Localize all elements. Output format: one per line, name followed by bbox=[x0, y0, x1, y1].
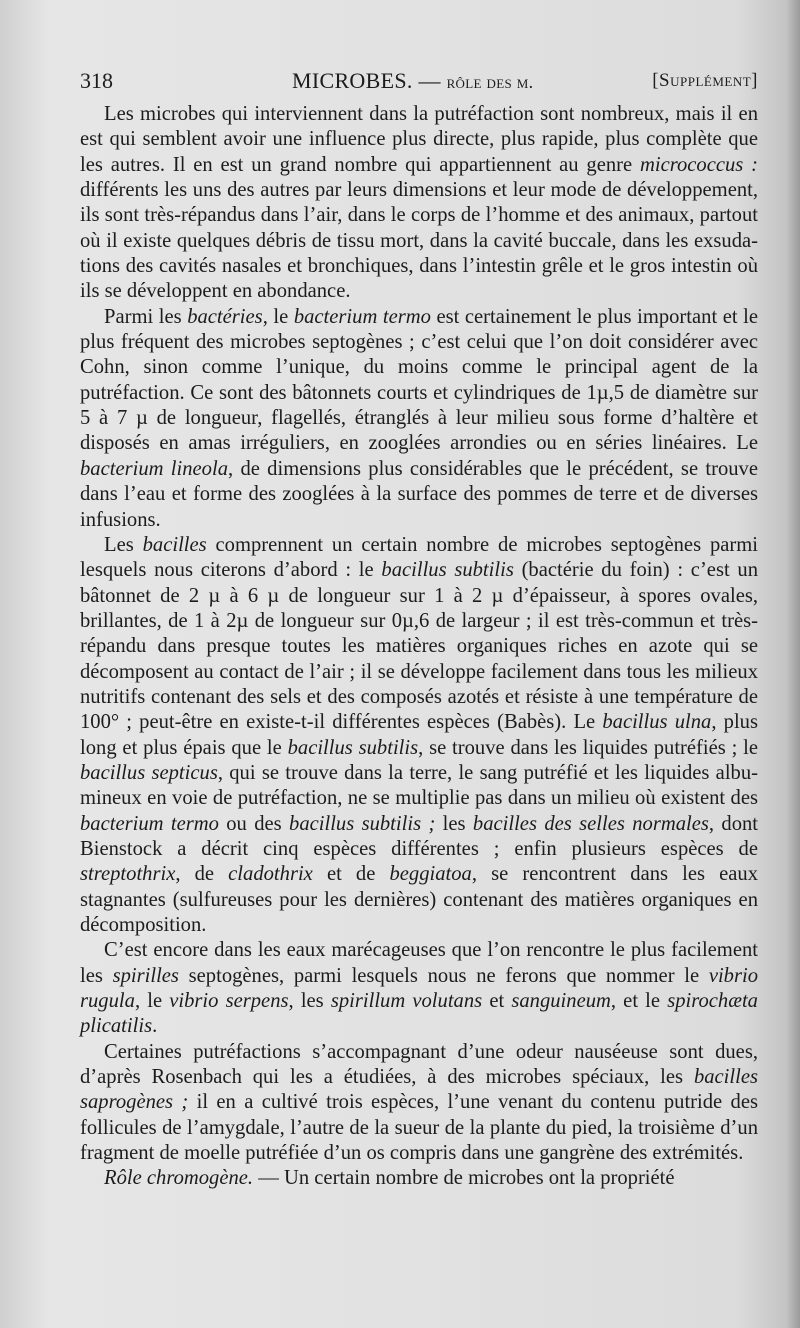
italic-term: bacillus septicus bbox=[80, 761, 218, 784]
italic-term: micrococcus : bbox=[639, 153, 758, 176]
text-run: Parmi les bbox=[104, 305, 188, 328]
text-run: , le bbox=[262, 305, 294, 328]
paragraph bbox=[80, 533, 758, 939]
text-run: , le bbox=[134, 990, 170, 1013]
text-run: (bactérie du foin) : c’est un bâtonnet de 2 µ à 6 µ de longueur sur 1 à 2 µ d’épaisseur, à spores ovales, brillantes, de 1 à 2µ de longueur sur 0µ,6 de largeur ; il est très-commun et très-répandu dans presque toutes les matières organiques riches en azote qui se décomposent au contact de l’air ; il se développe facilement dans tous les milieux nutritifs contenant des sels et des composés azotés et résiste à une température de 100° ; peut-être en existe-t-il différentes espèces (Babès). Le bbox=[80, 559, 758, 734]
text-run: il en a cultivé trois espèces, l’une venant du contenu putride des follicules de l’amygdale, l’autre de la sueur de la plante du pied, la troisième d’un fragment de moelle putréfiée d’un os compris dans une gangrène des extrémités. bbox=[80, 1091, 758, 1165]
running-title-sub: rôle des m. bbox=[446, 72, 534, 92]
italic-term: bacilles bbox=[142, 533, 207, 556]
italic-term: vibrio serpens bbox=[169, 990, 289, 1013]
italic-term: bacillus subtilis ; bbox=[289, 812, 436, 835]
text-run: est certainement le plus important et le plus fréquent des microbes septogènes ; c’est celui que l’on doit considérer avec Cohn, sinon comme l’unique, du moins comme le principal agent de la putréfaction. Ce sont des bâtonnets courts et cylindriques de 1µ,5 de diamètre sur 5 à 7 µ de longueur, flagellés, étranglés à leur milieu sous forme d’haltère et disposés en amas irréguliers, en zooglées arrondies ou en séries linéaires. Le bbox=[80, 305, 758, 455]
italic-term: bacterium termo bbox=[293, 305, 431, 328]
paragraph bbox=[80, 1040, 758, 1167]
text-run: , plus long et plus épais que le bbox=[80, 711, 758, 759]
italic-term: cladothrix bbox=[228, 863, 313, 886]
text-run: et bbox=[482, 990, 512, 1013]
text-run: , dont Bienstock a décrit cinq espèces différentes ; enfin plusieurs espèces de bbox=[80, 812, 759, 860]
italic-term: bacillus subtilis bbox=[287, 736, 419, 759]
paragraph bbox=[80, 1166, 758, 1191]
running-title-main: MICROBES. bbox=[292, 68, 413, 93]
text-run: les bbox=[435, 812, 473, 835]
text-run: , les bbox=[288, 990, 331, 1013]
page-number: 318 bbox=[80, 68, 113, 93]
italic-term: sanguineum bbox=[511, 990, 611, 1013]
italic-term: bacterium lineola bbox=[80, 457, 228, 480]
running-head bbox=[80, 64, 758, 98]
text-run: ou des bbox=[218, 812, 290, 835]
text-run: . bbox=[152, 1015, 158, 1038]
text-run: , se rencontrent dans les eaux stagnantes (sulfureuses pour les dernières) contenant des matières organiques en décomposition. bbox=[80, 863, 759, 936]
text-run: et de bbox=[312, 863, 390, 886]
italic-term: spirilles bbox=[112, 964, 179, 987]
text-run: C’est encore dans les eaux marécageuses que l’on rencontre le plus facilement les bbox=[80, 939, 758, 987]
italic-term: vibrio rugula bbox=[80, 964, 759, 1013]
text-run: comprennent un certain nombre de microbes septogènes parmi lesquels nous citerons d’abord : le bbox=[80, 533, 758, 582]
text-run: Les bbox=[104, 533, 143, 556]
paragraph bbox=[80, 938, 758, 1039]
page-edge-shadow bbox=[786, 0, 800, 1328]
italic-term: Rôle chromogène. bbox=[104, 1167, 254, 1190]
text-run: , et le bbox=[610, 990, 668, 1013]
text-run: différents les uns des autres par leurs dimensions et leur mode de développement, ils sont très-répandus dans l’air, dans le corps de l’homme et des animaux, partout où il existe quelques débris de tissu mort, dans la cavité buccale, dans les exsudations des cavités nasales et bronchiques, dans l’intestin grêle et le gros intestin où ils se développent en abondance. bbox=[80, 179, 758, 303]
italic-term: bactéries bbox=[187, 305, 263, 328]
italic-term: spirillum volutans bbox=[330, 990, 483, 1013]
text-run: Certaines putréfactions s’accompagnant d’une odeur nauséeuse sont dues, d’après Rosenbach qui les a étudiées, à des microbes spéciaux, les bbox=[80, 1040, 758, 1089]
text-run: , de dimensions plus considérables que le précédent, se trouve dans l’eau et forme des zooglées à la surface des pommes de terre et de diverses infusions. bbox=[80, 457, 758, 531]
text-run: , qui se trouve dans la terre, le sang putréfié et les liquides albumineux en voie de putréfaction, ne se multiplie pas dans un milieu où existent des bbox=[80, 761, 758, 810]
italic-term: bacilles saprogènes ; bbox=[80, 1066, 758, 1114]
italic-term: bacillus subtilis bbox=[381, 559, 514, 582]
italic-term: bacilles des selles normales bbox=[472, 812, 709, 835]
paragraph bbox=[80, 102, 758, 305]
text-run: , se trouve dans les liquides putréfiés ; le bbox=[418, 736, 758, 759]
text-run: — Un certain nombre de microbes ont la propriété bbox=[253, 1167, 675, 1190]
italic-term: beggiatoa bbox=[389, 863, 472, 886]
running-title-dash: — bbox=[412, 68, 447, 93]
text-run: Les microbes qui interviennent dans la putréfaction sont nombreux, mais il en est qui semblent avoir une influence plus directe, plus rapide, plus complète que les autres. Il en est un grand nombre qui appartiennent au genre bbox=[80, 103, 758, 176]
italic-term: bacterium termo bbox=[80, 812, 219, 835]
running-title bbox=[292, 64, 533, 99]
paragraph bbox=[80, 305, 758, 533]
section-label: [Supplément] bbox=[652, 70, 758, 91]
italic-term: bacillus ulna bbox=[602, 711, 712, 734]
text-run: , de bbox=[175, 863, 229, 886]
italic-term: spirochæta plicatilis bbox=[80, 990, 758, 1038]
body-text bbox=[80, 102, 758, 1192]
text-run: septogènes, parmi lesquels nous ne ferons que nommer le bbox=[178, 964, 709, 987]
italic-term: streptothrix bbox=[80, 863, 176, 886]
